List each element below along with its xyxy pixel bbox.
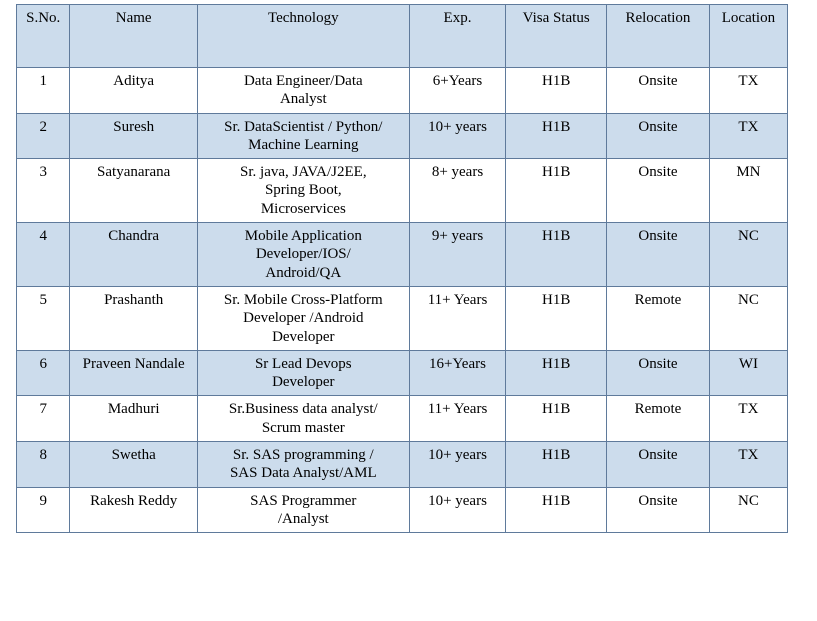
cell-name: Praveen Nandale <box>70 350 197 396</box>
cell-visa-status: H1B <box>506 350 607 396</box>
cell-technology <box>197 350 409 396</box>
cell-name: Madhuri <box>70 396 197 442</box>
cell-exp: 10+ years <box>409 442 506 488</box>
cell-technology-line: Sr.Business data analyst/ <box>228 401 378 418</box>
cell-location: NC <box>709 286 787 350</box>
cell-name: Satyanarana <box>70 159 197 223</box>
cell-technology <box>197 442 409 488</box>
cell-relocation: Onsite <box>607 159 710 223</box>
cell-exp: 10+ years <box>409 487 506 533</box>
cell-technology-line: Developer /Android <box>243 310 364 327</box>
table-row <box>17 159 788 223</box>
column-header-exp: Exp. <box>409 5 506 68</box>
cell-technology <box>197 113 409 159</box>
cell-technology-line: Analyst <box>279 91 327 108</box>
cell-visa-status: H1B <box>506 113 607 159</box>
cell-relocation: Onsite <box>607 350 710 396</box>
cell-visa-status: H1B <box>506 442 607 488</box>
cell-sno: 8 <box>17 442 70 488</box>
cell-relocation: Onsite <box>607 113 710 159</box>
cell-sno: 3 <box>17 159 70 223</box>
table-header-row <box>17 5 788 68</box>
cell-sno: 7 <box>17 396 70 442</box>
cell-sno: 9 <box>17 487 70 533</box>
table-row <box>17 223 788 287</box>
cell-technology <box>197 487 409 533</box>
table-row <box>17 113 788 159</box>
cell-technology <box>197 68 409 114</box>
cell-relocation: Onsite <box>607 68 710 114</box>
cell-name: Chandra <box>70 223 197 287</box>
cell-technology-line: Sr. SAS programming / <box>232 447 374 464</box>
column-header-location: Location <box>709 5 787 68</box>
cell-exp: 16+Years <box>409 350 506 396</box>
cell-technology-line: SAS Programmer <box>250 492 357 509</box>
cell-sno: 4 <box>17 223 70 287</box>
table-row <box>17 487 788 533</box>
table-row <box>17 286 788 350</box>
cell-sno: 5 <box>17 286 70 350</box>
cell-technology-line: Sr Lead Devops <box>254 355 352 372</box>
column-header-name: Name <box>70 5 197 68</box>
cell-location: NC <box>709 487 787 533</box>
cell-visa-status: H1B <box>506 487 607 533</box>
cell-exp: 8+ years <box>409 159 506 223</box>
cell-technology-line: Developer <box>272 374 335 391</box>
cell-technology-line: Machine Learning <box>248 136 359 153</box>
cell-relocation: Onsite <box>607 442 710 488</box>
cell-location: TX <box>709 113 787 159</box>
cell-sno: 2 <box>17 113 70 159</box>
column-header-visa-status: Visa Status <box>506 5 607 68</box>
cell-name: Suresh <box>70 113 197 159</box>
candidate-table <box>16 4 788 533</box>
cell-technology <box>197 396 409 442</box>
cell-location: WI <box>709 350 787 396</box>
cell-technology <box>197 223 409 287</box>
cell-relocation: Onsite <box>607 223 710 287</box>
table-row <box>17 350 788 396</box>
cell-visa-status: H1B <box>506 286 607 350</box>
cell-exp: 10+ years <box>409 113 506 159</box>
cell-technology <box>197 159 409 223</box>
column-header-technology: Technology <box>197 5 409 68</box>
cell-location: NC <box>709 223 787 287</box>
cell-location: TX <box>709 396 787 442</box>
column-header-sno: S.No. <box>17 5 70 68</box>
column-header-relocation: Relocation <box>607 5 710 68</box>
document-page <box>0 4 817 621</box>
table-row <box>17 68 788 114</box>
cell-exp: 11+ Years <box>409 286 506 350</box>
cell-technology-line: SAS Data Analyst/AML <box>229 465 377 482</box>
cell-technology-line: Sr. Mobile Cross-Platform <box>223 291 383 308</box>
cell-technology-line: Spring Boot, <box>264 182 342 199</box>
cell-technology-line: Sr. DataScientist / Python/ <box>224 118 383 135</box>
cell-exp: 6+Years <box>409 68 506 114</box>
cell-name: Swetha <box>70 442 197 488</box>
cell-visa-status: H1B <box>506 223 607 287</box>
cell-technology-line: Mobile Application <box>244 228 362 245</box>
cell-technology-line: Data Engineer/Data <box>243 73 363 89</box>
cell-visa-status: H1B <box>506 159 607 223</box>
cell-location: TX <box>709 442 787 488</box>
cell-sno: 6 <box>17 350 70 396</box>
cell-relocation: Remote <box>607 396 710 442</box>
cell-visa-status: H1B <box>506 396 607 442</box>
cell-visa-status: H1B <box>506 68 607 114</box>
cell-technology-line: Scrum master <box>261 419 345 436</box>
cell-relocation: Remote <box>607 286 710 350</box>
table-row <box>17 442 788 488</box>
cell-name: Rakesh Reddy <box>70 487 197 533</box>
cell-location: TX <box>709 68 787 114</box>
cell-name: Aditya <box>70 68 197 114</box>
cell-sno: 1 <box>17 68 70 114</box>
cell-relocation: Onsite <box>607 487 710 533</box>
cell-exp: 9+ years <box>409 223 506 287</box>
cell-name: Prashanth <box>70 286 197 350</box>
cell-technology-line: Microservices <box>260 200 346 217</box>
cell-technology-line: /Analyst <box>277 510 329 527</box>
cell-location: MN <box>709 159 787 223</box>
cell-technology-line: Sr. java, JAVA/J2EE, <box>240 164 367 181</box>
cell-technology-line: Android/QA <box>265 264 342 281</box>
cell-technology-line: Developer <box>272 328 335 345</box>
table-header <box>17 5 788 68</box>
cell-technology-line: Developer/IOS/ <box>255 246 351 263</box>
cell-exp: 11+ Years <box>409 396 506 442</box>
table-body <box>17 68 788 533</box>
table-row <box>17 396 788 442</box>
cell-technology <box>197 286 409 350</box>
